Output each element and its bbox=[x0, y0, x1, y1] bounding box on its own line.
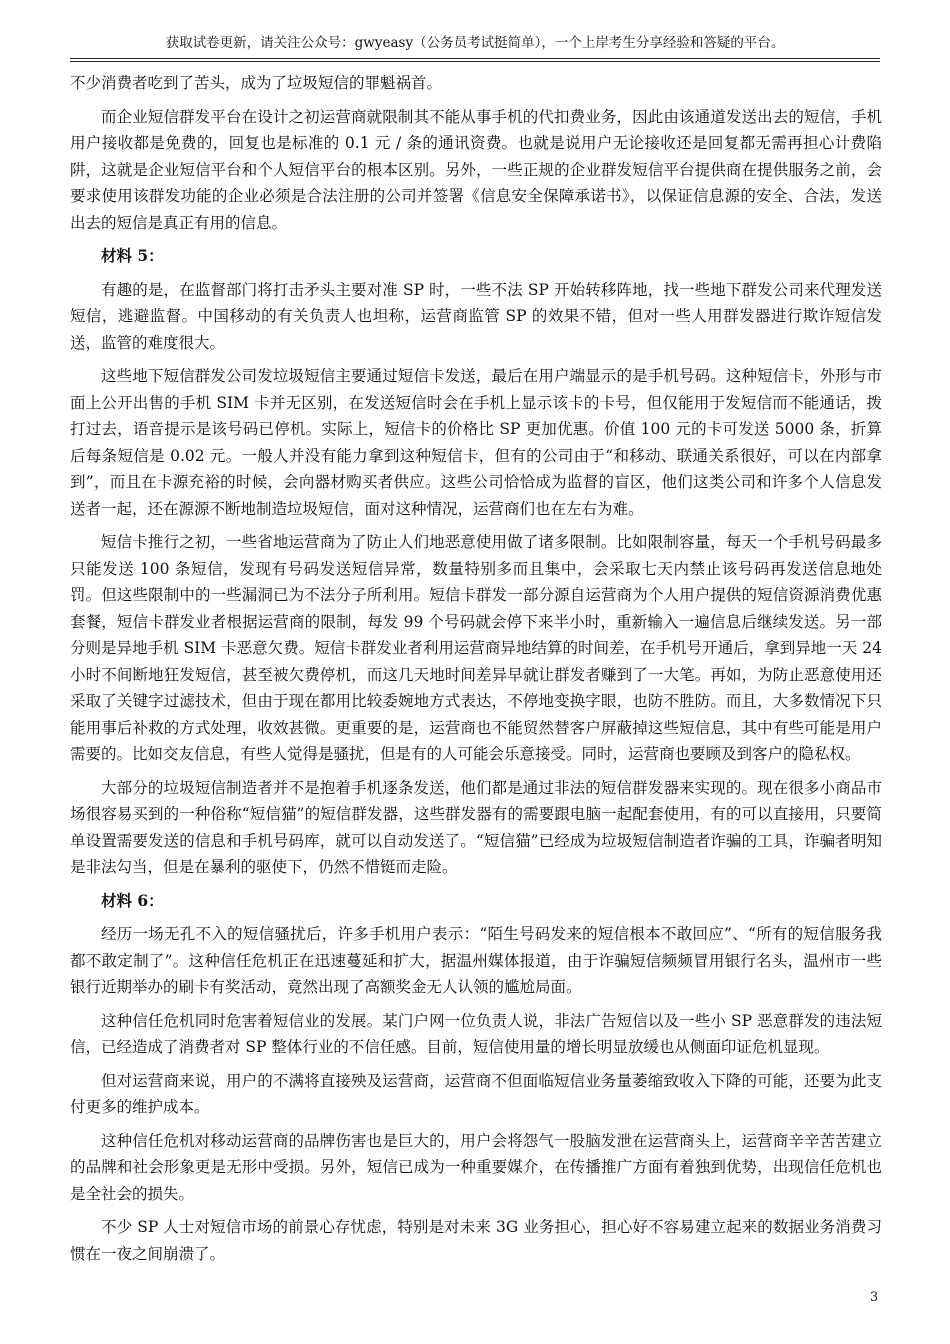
page-header: 获取试卷更新，请关注公众号：gwyeasy（公务员考试挺简单），一个上岸考生分享经验和答疑的平台。 bbox=[165, 35, 785, 51]
paragraph: 有趣的是，在监督部门将打击矛头主要对准 SP 时，一些不法 SP 开始转移阵地，找一些地下群发公司来代理发送短信，逃避监督。中国移动的有关负责人也坦称，运营商监管 SP 的效果不错，但对一些人用群发器进行欺诈短信发送，监管的难度很大。 bbox=[70, 280, 882, 352]
paragraph: 不少消费者吃到了苦头，成为了垃圾短信的罪魁祸首。 bbox=[70, 74, 443, 92]
page-number: 3 bbox=[870, 1290, 879, 1305]
paragraph: 而企业短信群发平台在设计之初运营商就限制其不能从事手机的代扣费业务，因此由该通道发送出去的短信，手机用户接收都是免费的，回复也是标准的 0.1 元 / 条的通讯资费。也就是说用户无论接收还是回复都无需再担心计费陷阱，这就是企业短信平台和个人短信平台的根本区别。另外，一些正规的企业群发短信平台提供商在提供服务之前，会要求使用该群发功能的企业必须是合法注册的公司并签署《信息安全保障承诺书》，以保证信息源的安全、合法，发送出去的短信是真正有用的信息。 bbox=[70, 107, 882, 232]
paragraph: 经历一场无孔不入的短信骚扰后，许多手机用户表示：“陌生号码发来的短信根本不敢回应”、“所有的短信服务我都不敢定制了”。这种信任危机正在迅速蔓延和扩大，据温州媒体报道，由于诈骗短信频频冒用银行名头，温州市一些银行近期举办的刷卡有奖活动，竟然出现了高额奖金无人认领的尴尬局面。 bbox=[70, 925, 882, 996]
document-body bbox=[70, 70, 882, 1274]
header-rule bbox=[70, 58, 880, 62]
paragraph: 这种信任危机同时危害着短信业的发展。某门户网一位负责人说，非法广告短信以及一些小 SP 恶意群发的违法短信，已经造成了消费者对 SP 整体行业的不信任感。目前，短信使用量的增长明显放缓也从侧面印证危机显现。 bbox=[70, 1011, 882, 1056]
paragraph: 短信卡推行之初，一些省地运营商为了防止人们地恶意使用做了诸多限制。比如限制容量，每天一个手机号码最多只能发送 100 条短信，发现有号码发送短信异常，数量特别多而且集中，会采取七天内禁止该号码再发送信息地处罚。但这些限制中的一些漏洞已为不法分子所利用。短信卡群发一部分源自运营商为个人用户提供的短信资源消费优惠套餐，短信卡群发业者根据运营商的限制，每发 99 个号码就会停下来半小时，重新输入一遍信息后继续发送。另一部分则是异地手机 SIM 卡恶意欠费。短信卡群发业者利用运营商异地结算的时间差，在手机号开通后，拿到异地一天 24 小时不间断地狂发短信，甚至被欠费停机，而这几天地时间差异早就让群发者赚到了一大笔。再如，为防止恶意使用还采取了关键字过滤技术，但由于现在都用比较委婉地方式表达，不停地变换字眼，也防不胜防。而且，大多数情况下只能用事后补救的方式处理，收效甚微。更重要的是，运营商也不能贸然替客户屏蔽掉这些短信息，其中有些可能是用户需要的。比如交友信息，有些人觉得是骚扰，但是有的人可能会乐意接受。同时，运营商也要顾及到客户的隐私权。 bbox=[70, 533, 882, 763]
paragraph: 大部分的垃圾短信制造者并不是抱着手机逐条发送，他们都是通过非法的短信群发器来实现的。现在很多小商品市场很容易买到的一种俗称“短信猫”的短信群发器，这些群发器有的需要跟电脑一起配套使用，有的可以直接用，只要简单设置需要发送的信息和手机号码库，就可以自动发送了。“短信猫”已经成为垃圾短信制造者诈骗的工具，诈骗者明知是非法勾当，但是在暴利的驱使下，仍然不惜铤而走险。 bbox=[70, 778, 882, 876]
section-heading-material-5: 材料 5： bbox=[101, 246, 164, 265]
paragraph: 这些地下短信群发公司发垃圾短信主要通过短信卡发送，最后在用户端显示的是手机号码。这种短信卡，外形与市面上公开出售的手机 SIM 卡并无区别，在发送短信时会在手机上显示该卡的卡号，但仅能用于发短信而不能通话，拨打过去，语音提示是该号码已停机。实际上，短信卡的价格比 SP 更加优惠。价值 100 元的卡可发送 5000 条，折算后每条短信是 0.02 元。一般人并没有能力拿到这种短信卡，但有的公司由于“和移动、联通关系很好，可以在内部拿到”，而且在卡源充裕的时候，会向器材购买者供应。这些公司恰恰成为监督的盲区，他们这类公司和许多个人信息发送者一起，还在源源不断地制造垃圾短信，面对这种情况，运营商们也在左右为难。 bbox=[70, 367, 882, 518]
paragraph: 但对运营商来说，用户的不满将直接殃及运营商，运营商不但面临短信业务量萎缩致收入下降的可能，还要为此支付更多的维护成本。 bbox=[70, 1071, 882, 1116]
paragraph: 这种信任危机对移动运营商的品牌伤害也是巨大的，用户会将怨气一股脑发泄在运营商头上，运营商辛辛苦苦建立的品牌和社会形象更是无形中受损。另外，短信已成为一种重要媒介，在传播推广方面有着独到优势，出现信任危机也是全社会的损失。 bbox=[70, 1131, 882, 1203]
section-heading-material-6: 材料 6： bbox=[101, 890, 164, 910]
paragraph: 不少 SP 人士对短信市场的前景心存忧虑，特别是对未来 3G 业务担心，担心好不容易建立起来的数据业务消费习惯在一夜之间崩溃了。 bbox=[70, 1218, 882, 1263]
